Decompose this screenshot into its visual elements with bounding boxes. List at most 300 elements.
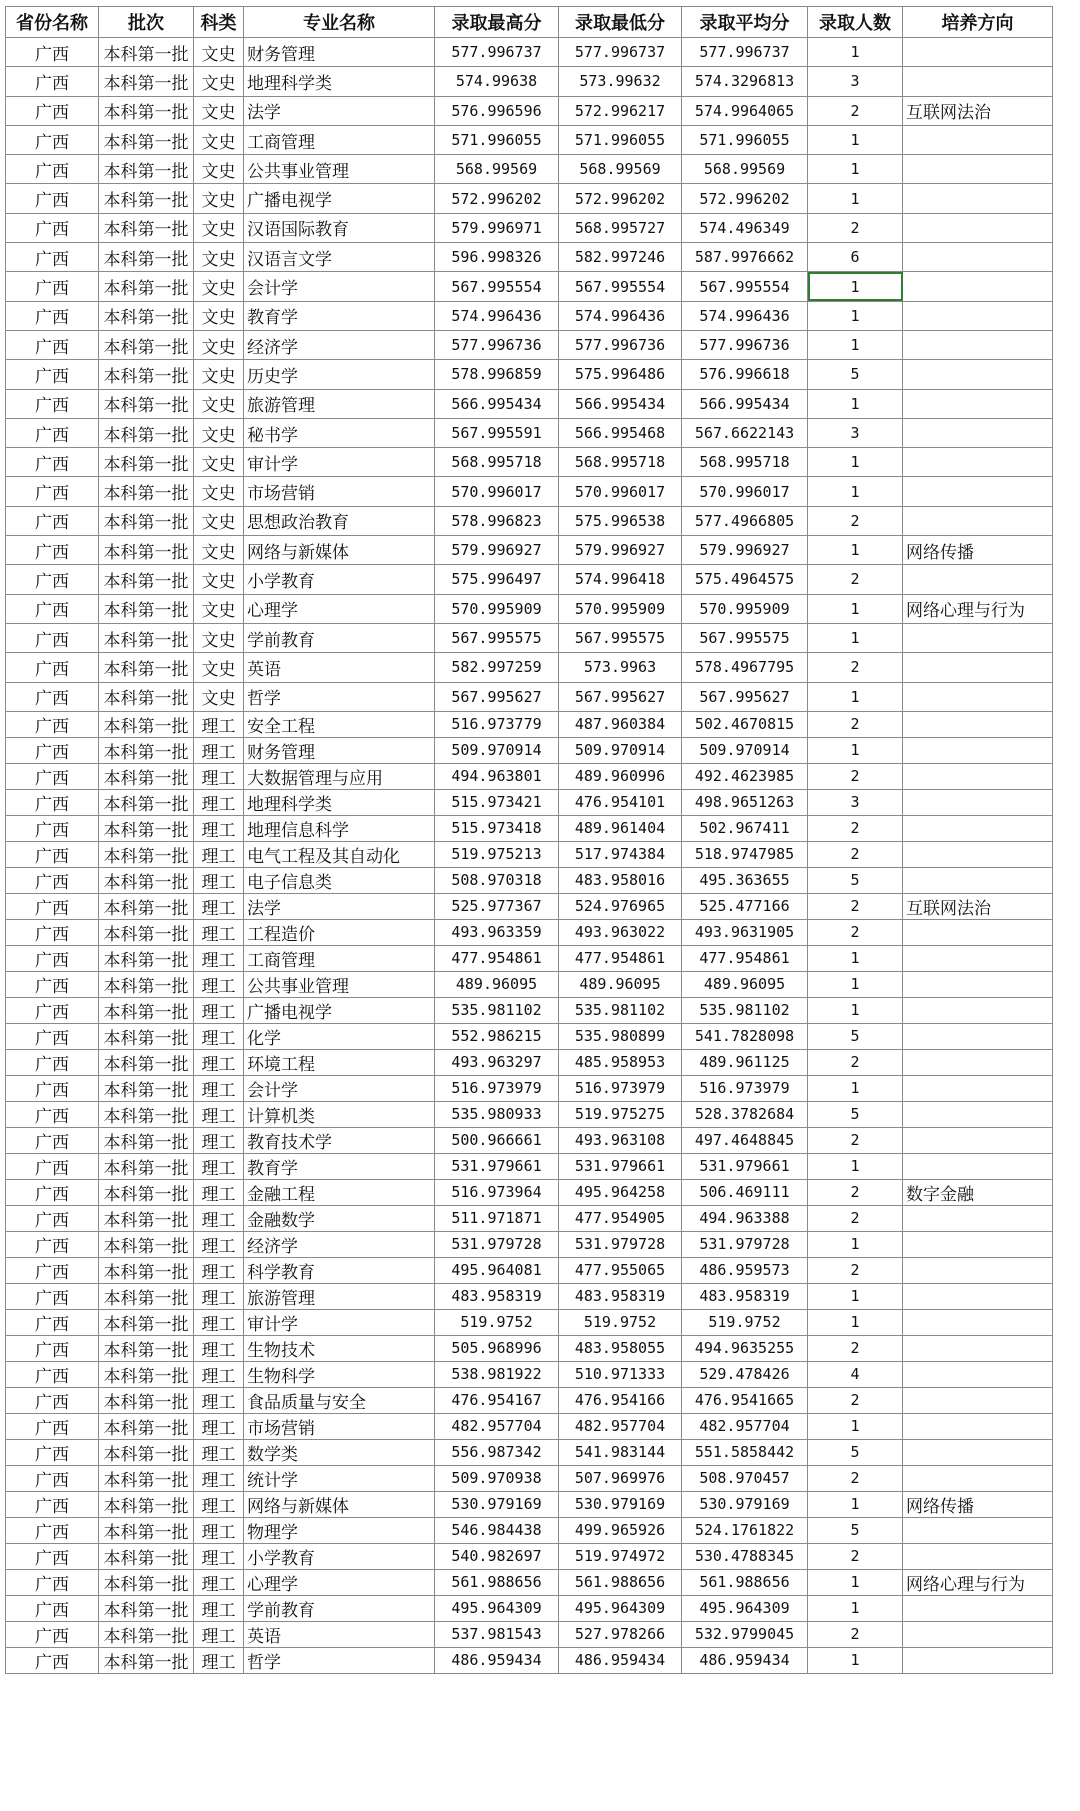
batch-cell[interactable]: 本科第一批 <box>99 1595 194 1621</box>
major-cell[interactable]: 旅游管理 <box>244 1283 435 1309</box>
category-cell[interactable]: 文史 <box>194 448 244 477</box>
min-score-cell[interactable]: 519.975275 <box>559 1101 682 1127</box>
min-score-cell[interactable]: 517.974384 <box>559 841 682 867</box>
min-score-cell[interactable]: 477.955065 <box>559 1257 682 1283</box>
avg-score-cell[interactable]: 566.995434 <box>682 389 808 418</box>
min-score-cell[interactable]: 573.99632 <box>559 67 682 96</box>
province-cell[interactable]: 广西 <box>6 1569 99 1595</box>
province-cell[interactable]: 广西 <box>6 1101 99 1127</box>
batch-cell[interactable]: 本科第一批 <box>99 737 194 763</box>
training-direction-cell[interactable] <box>903 1205 1053 1231</box>
min-score-cell[interactable]: 568.99569 <box>559 155 682 184</box>
batch-cell[interactable]: 本科第一批 <box>99 1257 194 1283</box>
province-cell[interactable]: 广西 <box>6 38 99 67</box>
avg-score-cell[interactable]: 576.996618 <box>682 360 808 389</box>
avg-score-cell[interactable]: 524.1761822 <box>682 1517 808 1543</box>
admitted-count-cell[interactable]: 2 <box>808 1387 903 1413</box>
training-direction-cell[interactable] <box>903 1075 1053 1101</box>
avg-score-cell[interactable]: 530.979169 <box>682 1491 808 1517</box>
avg-score-cell[interactable]: 529.478426 <box>682 1361 808 1387</box>
province-cell[interactable]: 广西 <box>6 1491 99 1517</box>
avg-score-cell[interactable]: 530.4788345 <box>682 1543 808 1569</box>
category-cell[interactable]: 文史 <box>194 125 244 154</box>
max-score-cell[interactable]: 579.996971 <box>435 213 559 242</box>
training-direction-cell[interactable] <box>903 1257 1053 1283</box>
category-cell[interactable]: 文史 <box>194 155 244 184</box>
category-cell[interactable]: 文史 <box>194 67 244 96</box>
min-score-cell[interactable]: 524.976965 <box>559 893 682 919</box>
avg-score-cell[interactable]: 502.4670815 <box>682 711 808 737</box>
min-score-cell[interactable]: 495.964258 <box>559 1179 682 1205</box>
major-cell[interactable]: 哲学 <box>244 682 435 711</box>
min-score-cell[interactable]: 531.979728 <box>559 1231 682 1257</box>
major-cell[interactable]: 心理学 <box>244 594 435 623</box>
avg-score-cell[interactable]: 519.9752 <box>682 1309 808 1335</box>
avg-score-cell[interactable]: 498.9651263 <box>682 789 808 815</box>
min-score-cell[interactable]: 582.997246 <box>559 243 682 272</box>
category-cell[interactable]: 理工 <box>194 1647 244 1673</box>
admitted-count-cell[interactable]: 1 <box>808 1413 903 1439</box>
avg-score-cell[interactable]: 551.5858442 <box>682 1439 808 1465</box>
training-direction-cell[interactable] <box>903 1049 1053 1075</box>
province-cell[interactable]: 广西 <box>6 971 99 997</box>
admitted-count-cell[interactable]: 5 <box>808 1439 903 1465</box>
min-score-cell[interactable]: 541.983144 <box>559 1439 682 1465</box>
category-cell[interactable]: 理工 <box>194 1595 244 1621</box>
min-score-cell[interactable]: 516.973979 <box>559 1075 682 1101</box>
province-cell[interactable]: 广西 <box>6 536 99 565</box>
major-cell[interactable]: 学前教育 <box>244 623 435 652</box>
admitted-count-cell[interactable]: 6 <box>808 243 903 272</box>
category-cell[interactable]: 文史 <box>194 213 244 242</box>
admitted-count-cell[interactable]: 1 <box>808 184 903 213</box>
admitted-count-cell[interactable]: 1 <box>808 1647 903 1673</box>
batch-cell[interactable]: 本科第一批 <box>99 1075 194 1101</box>
province-cell[interactable]: 广西 <box>6 1335 99 1361</box>
major-cell[interactable]: 小学教育 <box>244 1543 435 1569</box>
max-score-cell[interactable]: 540.982697 <box>435 1543 559 1569</box>
training-direction-cell[interactable]: 互联网法治 <box>903 893 1053 919</box>
major-cell[interactable]: 电子信息类 <box>244 867 435 893</box>
admitted-count-cell[interactable]: 2 <box>808 1127 903 1153</box>
province-cell[interactable]: 广西 <box>6 330 99 359</box>
training-direction-cell[interactable] <box>903 841 1053 867</box>
province-cell[interactable]: 广西 <box>6 594 99 623</box>
province-cell[interactable]: 广西 <box>6 1075 99 1101</box>
province-cell[interactable]: 广西 <box>6 893 99 919</box>
batch-cell[interactable]: 本科第一批 <box>99 1465 194 1491</box>
avg-score-cell[interactable]: 495.964309 <box>682 1595 808 1621</box>
admitted-count-cell[interactable]: 1 <box>808 155 903 184</box>
training-direction-cell[interactable] <box>903 330 1053 359</box>
header-province[interactable]: 省份名称 <box>6 7 99 38</box>
min-score-cell[interactable]: 510.971333 <box>559 1361 682 1387</box>
training-direction-cell[interactable] <box>903 125 1053 154</box>
training-direction-cell[interactable] <box>903 653 1053 682</box>
major-cell[interactable]: 网络与新媒体 <box>244 536 435 565</box>
province-cell[interactable]: 广西 <box>6 506 99 535</box>
avg-score-cell[interactable]: 525.477166 <box>682 893 808 919</box>
max-score-cell[interactable]: 483.958319 <box>435 1283 559 1309</box>
admitted-count-cell[interactable]: 1 <box>808 971 903 997</box>
max-score-cell[interactable]: 519.975213 <box>435 841 559 867</box>
province-cell[interactable]: 广西 <box>6 1595 99 1621</box>
admitted-count-cell[interactable]: 5 <box>808 1101 903 1127</box>
max-score-cell[interactable]: 489.96095 <box>435 971 559 997</box>
max-score-cell[interactable]: 508.970318 <box>435 867 559 893</box>
category-cell[interactable]: 文史 <box>194 360 244 389</box>
major-cell[interactable]: 经济学 <box>244 1231 435 1257</box>
category-cell[interactable]: 理工 <box>194 893 244 919</box>
min-score-cell[interactable]: 489.96095 <box>559 971 682 997</box>
batch-cell[interactable]: 本科第一批 <box>99 763 194 789</box>
province-cell[interactable]: 广西 <box>6 653 99 682</box>
training-direction-cell[interactable] <box>903 477 1053 506</box>
avg-score-cell[interactable]: 518.9747985 <box>682 841 808 867</box>
category-cell[interactable]: 文史 <box>194 682 244 711</box>
min-score-cell[interactable]: 483.958016 <box>559 867 682 893</box>
max-score-cell[interactable]: 500.966661 <box>435 1127 559 1153</box>
training-direction-cell[interactable] <box>903 506 1053 535</box>
admitted-count-cell[interactable]: 1 <box>808 272 903 301</box>
training-direction-cell[interactable] <box>903 448 1053 477</box>
training-direction-cell[interactable] <box>903 1127 1053 1153</box>
province-cell[interactable]: 广西 <box>6 125 99 154</box>
batch-cell[interactable]: 本科第一批 <box>99 945 194 971</box>
major-cell[interactable]: 旅游管理 <box>244 389 435 418</box>
admitted-count-cell[interactable]: 1 <box>808 389 903 418</box>
major-cell[interactable]: 金融工程 <box>244 1179 435 1205</box>
training-direction-cell[interactable] <box>903 789 1053 815</box>
province-cell[interactable]: 广西 <box>6 448 99 477</box>
max-score-cell[interactable]: 482.957704 <box>435 1413 559 1439</box>
min-score-cell[interactable]: 507.969976 <box>559 1465 682 1491</box>
major-cell[interactable]: 地理信息科学 <box>244 815 435 841</box>
avg-score-cell[interactable]: 568.995718 <box>682 448 808 477</box>
province-cell[interactable]: 广西 <box>6 1283 99 1309</box>
min-score-cell[interactable]: 485.958953 <box>559 1049 682 1075</box>
admitted-count-cell[interactable]: 5 <box>808 867 903 893</box>
batch-cell[interactable]: 本科第一批 <box>99 1309 194 1335</box>
batch-cell[interactable]: 本科第一批 <box>99 155 194 184</box>
category-cell[interactable]: 理工 <box>194 945 244 971</box>
admitted-count-cell[interactable]: 2 <box>808 1049 903 1075</box>
training-direction-cell[interactable] <box>903 1595 1053 1621</box>
avg-score-cell[interactable]: 568.99569 <box>682 155 808 184</box>
min-score-cell[interactable]: 568.995718 <box>559 448 682 477</box>
header-training-direction[interactable]: 培养方向 <box>903 7 1053 38</box>
training-direction-cell[interactable] <box>903 945 1053 971</box>
province-cell[interactable]: 广西 <box>6 1387 99 1413</box>
category-cell[interactable]: 理工 <box>194 1127 244 1153</box>
avg-score-cell[interactable]: 528.3782684 <box>682 1101 808 1127</box>
province-cell[interactable]: 广西 <box>6 1023 99 1049</box>
min-score-cell[interactable]: 531.979661 <box>559 1153 682 1179</box>
category-cell[interactable]: 理工 <box>194 1439 244 1465</box>
province-cell[interactable]: 广西 <box>6 997 99 1023</box>
min-score-cell[interactable]: 477.954861 <box>559 945 682 971</box>
max-score-cell[interactable]: 561.988656 <box>435 1569 559 1595</box>
batch-cell[interactable]: 本科第一批 <box>99 711 194 737</box>
avg-score-cell[interactable]: 495.363655 <box>682 867 808 893</box>
category-cell[interactable]: 理工 <box>194 1621 244 1647</box>
avg-score-cell[interactable]: 578.4967795 <box>682 653 808 682</box>
max-score-cell[interactable]: 571.996055 <box>435 125 559 154</box>
batch-cell[interactable]: 本科第一批 <box>99 1101 194 1127</box>
admitted-count-cell[interactable]: 2 <box>808 1205 903 1231</box>
category-cell[interactable]: 理工 <box>194 1361 244 1387</box>
max-score-cell[interactable]: 538.981922 <box>435 1361 559 1387</box>
header-min-score[interactable]: 录取最低分 <box>559 7 682 38</box>
admitted-count-cell[interactable]: 2 <box>808 213 903 242</box>
category-cell[interactable]: 文史 <box>194 272 244 301</box>
major-cell[interactable]: 生物科学 <box>244 1361 435 1387</box>
admitted-count-cell[interactable]: 1 <box>808 1595 903 1621</box>
min-score-cell[interactable]: 573.9963 <box>559 653 682 682</box>
province-cell[interactable]: 广西 <box>6 1517 99 1543</box>
batch-cell[interactable]: 本科第一批 <box>99 448 194 477</box>
training-direction-cell[interactable] <box>903 38 1053 67</box>
batch-cell[interactable]: 本科第一批 <box>99 213 194 242</box>
min-score-cell[interactable]: 519.974972 <box>559 1543 682 1569</box>
category-cell[interactable]: 理工 <box>194 789 244 815</box>
major-cell[interactable]: 工程造价 <box>244 919 435 945</box>
admitted-count-cell[interactable]: 2 <box>808 1257 903 1283</box>
category-cell[interactable]: 理工 <box>194 1257 244 1283</box>
major-cell[interactable]: 会计学 <box>244 1075 435 1101</box>
max-score-cell[interactable]: 567.995591 <box>435 418 559 447</box>
admitted-count-cell[interactable]: 2 <box>808 711 903 737</box>
training-direction-cell[interactable]: 网络传播 <box>903 1491 1053 1517</box>
avg-score-cell[interactable]: 571.996055 <box>682 125 808 154</box>
major-cell[interactable]: 统计学 <box>244 1465 435 1491</box>
min-score-cell[interactable]: 482.957704 <box>559 1413 682 1439</box>
province-cell[interactable]: 广西 <box>6 945 99 971</box>
training-direction-cell[interactable]: 互联网法治 <box>903 96 1053 125</box>
major-cell[interactable]: 教育技术学 <box>244 1127 435 1153</box>
category-cell[interactable]: 理工 <box>194 1023 244 1049</box>
avg-score-cell[interactable]: 579.996927 <box>682 536 808 565</box>
province-cell[interactable]: 广西 <box>6 1647 99 1673</box>
major-cell[interactable]: 秘书学 <box>244 418 435 447</box>
header-max-score[interactable]: 录取最高分 <box>435 7 559 38</box>
category-cell[interactable]: 文史 <box>194 536 244 565</box>
training-direction-cell[interactable] <box>903 360 1053 389</box>
batch-cell[interactable]: 本科第一批 <box>99 1517 194 1543</box>
admitted-count-cell[interactable]: 1 <box>808 1309 903 1335</box>
batch-cell[interactable]: 本科第一批 <box>99 125 194 154</box>
batch-cell[interactable]: 本科第一批 <box>99 360 194 389</box>
admitted-count-cell[interactable]: 2 <box>808 653 903 682</box>
min-score-cell[interactable]: 572.996217 <box>559 96 682 125</box>
batch-cell[interactable]: 本科第一批 <box>99 1335 194 1361</box>
training-direction-cell[interactable]: 网络心理与行为 <box>903 1569 1053 1595</box>
min-score-cell[interactable]: 574.996436 <box>559 301 682 330</box>
batch-cell[interactable]: 本科第一批 <box>99 1049 194 1075</box>
batch-cell[interactable]: 本科第一批 <box>99 919 194 945</box>
training-direction-cell[interactable] <box>903 1439 1053 1465</box>
province-cell[interactable]: 广西 <box>6 184 99 213</box>
category-cell[interactable]: 理工 <box>194 1205 244 1231</box>
batch-cell[interactable]: 本科第一批 <box>99 330 194 359</box>
batch-cell[interactable]: 本科第一批 <box>99 1153 194 1179</box>
min-score-cell[interactable]: 574.996418 <box>559 565 682 594</box>
category-cell[interactable]: 文史 <box>194 38 244 67</box>
admitted-count-cell[interactable]: 1 <box>808 1283 903 1309</box>
max-score-cell[interactable]: 537.981543 <box>435 1621 559 1647</box>
admitted-count-cell[interactable]: 1 <box>808 1153 903 1179</box>
major-cell[interactable]: 法学 <box>244 96 435 125</box>
admitted-count-cell[interactable]: 2 <box>808 1465 903 1491</box>
max-score-cell[interactable]: 574.99638 <box>435 67 559 96</box>
min-score-cell[interactable]: 530.979169 <box>559 1491 682 1517</box>
admitted-count-cell[interactable]: 5 <box>808 1517 903 1543</box>
category-cell[interactable]: 文史 <box>194 389 244 418</box>
category-cell[interactable]: 理工 <box>194 841 244 867</box>
major-cell[interactable]: 食品质量与安全 <box>244 1387 435 1413</box>
admitted-count-cell[interactable]: 3 <box>808 789 903 815</box>
min-score-cell[interactable]: 487.960384 <box>559 711 682 737</box>
batch-cell[interactable]: 本科第一批 <box>99 418 194 447</box>
category-cell[interactable]: 理工 <box>194 737 244 763</box>
min-score-cell[interactable]: 535.981102 <box>559 997 682 1023</box>
province-cell[interactable]: 广西 <box>6 1257 99 1283</box>
admitted-count-cell[interactable]: 1 <box>808 1075 903 1101</box>
avg-score-cell[interactable]: 486.959434 <box>682 1647 808 1673</box>
major-cell[interactable]: 审计学 <box>244 1309 435 1335</box>
avg-score-cell[interactable]: 577.996736 <box>682 330 808 359</box>
major-cell[interactable]: 英语 <box>244 653 435 682</box>
admitted-count-cell[interactable]: 1 <box>808 623 903 652</box>
avg-score-cell[interactable]: 574.9964065 <box>682 96 808 125</box>
batch-cell[interactable]: 本科第一批 <box>99 506 194 535</box>
major-cell[interactable]: 法学 <box>244 893 435 919</box>
category-cell[interactable]: 文史 <box>194 184 244 213</box>
admitted-count-cell[interactable]: 1 <box>808 38 903 67</box>
batch-cell[interactable]: 本科第一批 <box>99 1439 194 1465</box>
max-score-cell[interactable]: 531.979661 <box>435 1153 559 1179</box>
avg-score-cell[interactable]: 577.996737 <box>682 38 808 67</box>
category-cell[interactable]: 理工 <box>194 1101 244 1127</box>
avg-score-cell[interactable]: 497.4648845 <box>682 1127 808 1153</box>
batch-cell[interactable]: 本科第一批 <box>99 1205 194 1231</box>
major-cell[interactable]: 心理学 <box>244 1569 435 1595</box>
admitted-count-cell[interactable]: 2 <box>808 841 903 867</box>
province-cell[interactable]: 广西 <box>6 155 99 184</box>
avg-score-cell[interactable]: 477.954861 <box>682 945 808 971</box>
avg-score-cell[interactable]: 567.6622143 <box>682 418 808 447</box>
header-major[interactable]: 专业名称 <box>244 7 435 38</box>
training-direction-cell[interactable] <box>903 1283 1053 1309</box>
min-score-cell[interactable]: 489.960996 <box>559 763 682 789</box>
category-cell[interactable]: 理工 <box>194 1153 244 1179</box>
min-score-cell[interactable]: 566.995434 <box>559 389 682 418</box>
avg-score-cell[interactable]: 489.96095 <box>682 971 808 997</box>
province-cell[interactable]: 广西 <box>6 919 99 945</box>
training-direction-cell[interactable] <box>903 1543 1053 1569</box>
max-score-cell[interactable]: 516.973979 <box>435 1075 559 1101</box>
category-cell[interactable]: 文史 <box>194 330 244 359</box>
major-cell[interactable]: 汉语国际教育 <box>244 213 435 242</box>
major-cell[interactable]: 审计学 <box>244 448 435 477</box>
province-cell[interactable]: 广西 <box>6 711 99 737</box>
admitted-count-cell[interactable]: 2 <box>808 1621 903 1647</box>
category-cell[interactable]: 理工 <box>194 971 244 997</box>
training-direction-cell[interactable] <box>903 682 1053 711</box>
province-cell[interactable]: 广西 <box>6 623 99 652</box>
training-direction-cell[interactable] <box>903 1335 1053 1361</box>
min-score-cell[interactable]: 570.996017 <box>559 477 682 506</box>
training-direction-cell[interactable] <box>903 867 1053 893</box>
major-cell[interactable]: 经济学 <box>244 330 435 359</box>
major-cell[interactable]: 财务管理 <box>244 737 435 763</box>
category-cell[interactable]: 文史 <box>194 96 244 125</box>
province-cell[interactable]: 广西 <box>6 1205 99 1231</box>
min-score-cell[interactable]: 575.996538 <box>559 506 682 535</box>
max-score-cell[interactable]: 531.979728 <box>435 1231 559 1257</box>
min-score-cell[interactable]: 567.995575 <box>559 623 682 652</box>
major-cell[interactable]: 数学类 <box>244 1439 435 1465</box>
province-cell[interactable]: 广西 <box>6 1361 99 1387</box>
batch-cell[interactable]: 本科第一批 <box>99 1413 194 1439</box>
min-score-cell[interactable]: 561.988656 <box>559 1569 682 1595</box>
training-direction-cell[interactable] <box>903 919 1053 945</box>
avg-score-cell[interactable]: 567.995575 <box>682 623 808 652</box>
province-cell[interactable]: 广西 <box>6 841 99 867</box>
category-cell[interactable]: 文史 <box>194 653 244 682</box>
batch-cell[interactable]: 本科第一批 <box>99 1179 194 1205</box>
major-cell[interactable]: 科学教育 <box>244 1257 435 1283</box>
major-cell[interactable]: 工商管理 <box>244 125 435 154</box>
category-cell[interactable]: 理工 <box>194 763 244 789</box>
category-cell[interactable]: 理工 <box>194 1179 244 1205</box>
min-score-cell[interactable]: 571.996055 <box>559 125 682 154</box>
admitted-count-cell[interactable]: 1 <box>808 737 903 763</box>
major-cell[interactable]: 安全工程 <box>244 711 435 737</box>
avg-score-cell[interactable]: 574.996436 <box>682 301 808 330</box>
min-score-cell[interactable]: 535.980899 <box>559 1023 682 1049</box>
admitted-count-cell[interactable]: 2 <box>808 919 903 945</box>
admitted-count-cell[interactable]: 2 <box>808 815 903 841</box>
min-score-cell[interactable]: 575.996486 <box>559 360 682 389</box>
batch-cell[interactable]: 本科第一批 <box>99 1543 194 1569</box>
training-direction-cell[interactable] <box>903 1309 1053 1335</box>
major-cell[interactable]: 物理学 <box>244 1517 435 1543</box>
max-score-cell[interactable]: 509.970914 <box>435 737 559 763</box>
min-score-cell[interactable]: 483.958319 <box>559 1283 682 1309</box>
category-cell[interactable]: 文史 <box>194 623 244 652</box>
training-direction-cell[interactable] <box>903 301 1053 330</box>
avg-score-cell[interactable]: 587.9976662 <box>682 243 808 272</box>
avg-score-cell[interactable]: 486.959573 <box>682 1257 808 1283</box>
province-cell[interactable]: 广西 <box>6 1621 99 1647</box>
admitted-count-cell[interactable]: 2 <box>808 763 903 789</box>
min-score-cell[interactable]: 476.954166 <box>559 1387 682 1413</box>
batch-cell[interactable]: 本科第一批 <box>99 184 194 213</box>
avg-score-cell[interactable]: 493.9631905 <box>682 919 808 945</box>
admitted-count-cell[interactable]: 1 <box>808 997 903 1023</box>
min-score-cell[interactable]: 577.996736 <box>559 330 682 359</box>
batch-cell[interactable]: 本科第一批 <box>99 1283 194 1309</box>
major-cell[interactable]: 教育学 <box>244 301 435 330</box>
batch-cell[interactable]: 本科第一批 <box>99 789 194 815</box>
province-cell[interactable]: 广西 <box>6 1413 99 1439</box>
max-score-cell[interactable]: 552.986215 <box>435 1023 559 1049</box>
training-direction-cell[interactable] <box>903 1465 1053 1491</box>
province-cell[interactable]: 广西 <box>6 96 99 125</box>
training-direction-cell[interactable] <box>903 1387 1053 1413</box>
category-cell[interactable]: 文史 <box>194 506 244 535</box>
